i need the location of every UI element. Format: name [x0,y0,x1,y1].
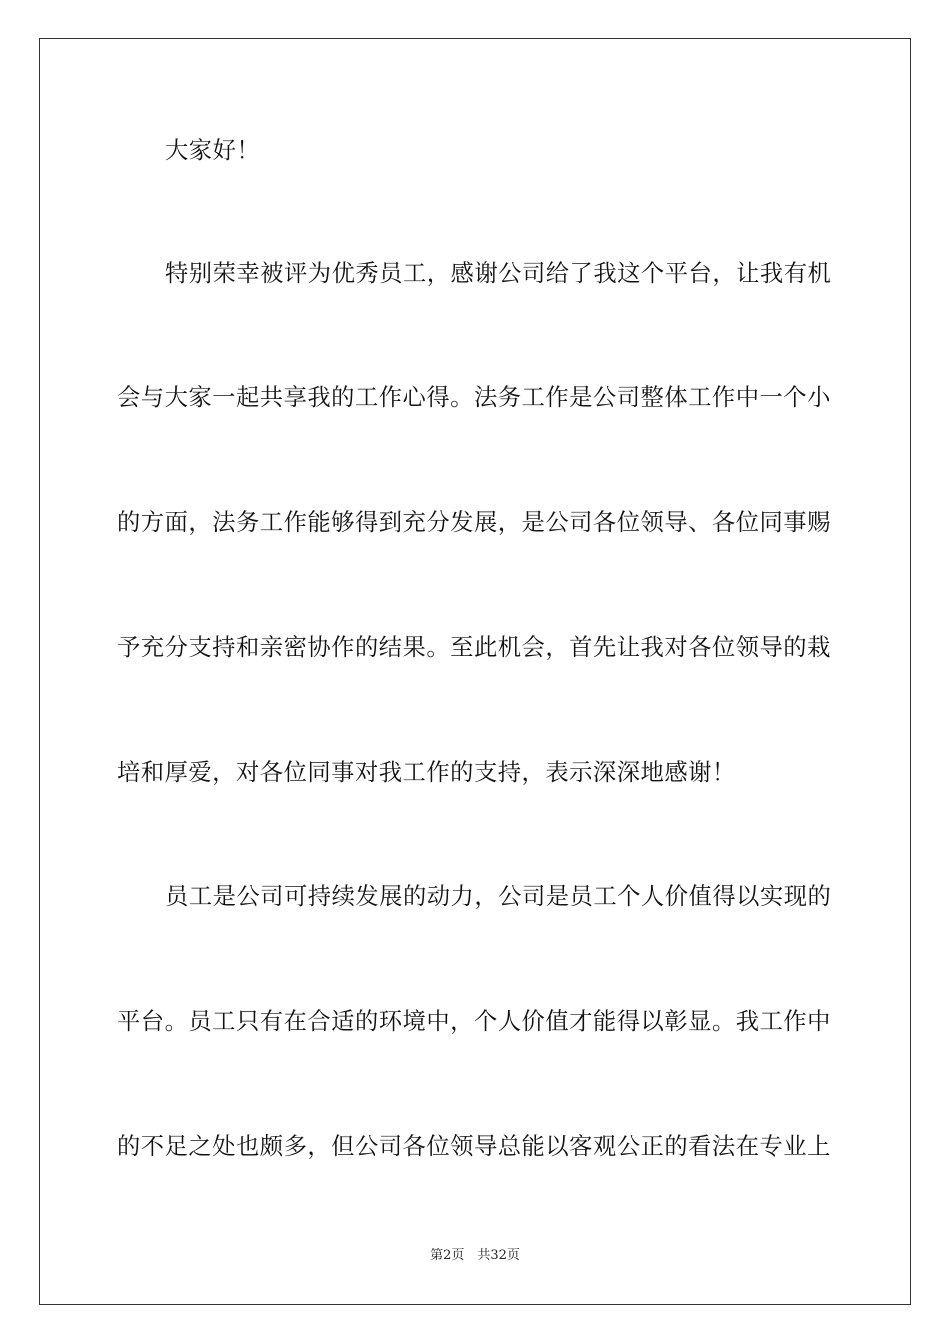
paragraph-2-line-1: 员工是公司可持续发展的动力，公司是员工个人价值得以实现的 [165,883,832,910]
paragraph-1-line-5: 培和厚爱，对各位同事对我工作的支持，表示深深地感谢！ [117,759,736,786]
page-number: 第2页 共32页 [430,1248,520,1263]
paragraph-1-line-2: 会与大家一起共享我的工作心得。法务工作是公司整体工作中一个小 [117,384,831,411]
paragraph-2-line-2: 平台。员工只有在合适的环境中，个人价值才能得以彰显。我工作中 [117,1008,831,1035]
paragraph-1-line-4: 予充分支持和亲密协作的结果。至此机会，首先让我对各位领导的栽 [117,634,831,661]
greeting-line: 大家好！ [165,137,261,164]
paragraph-2-line-3: 的不足之处也颇多，但公司各位领导总能以客观公正的看法在专业上 [117,1133,831,1160]
paragraph-1-line-3: 的方面，法务工作能够得到充分发展，是公司各位领导、各位同事赐 [117,509,831,536]
paragraph-1-line-1: 特别荣幸被评为优秀员工，感谢公司给了我这个平台，让我有机 [165,260,832,287]
page-frame [39,38,911,1305]
